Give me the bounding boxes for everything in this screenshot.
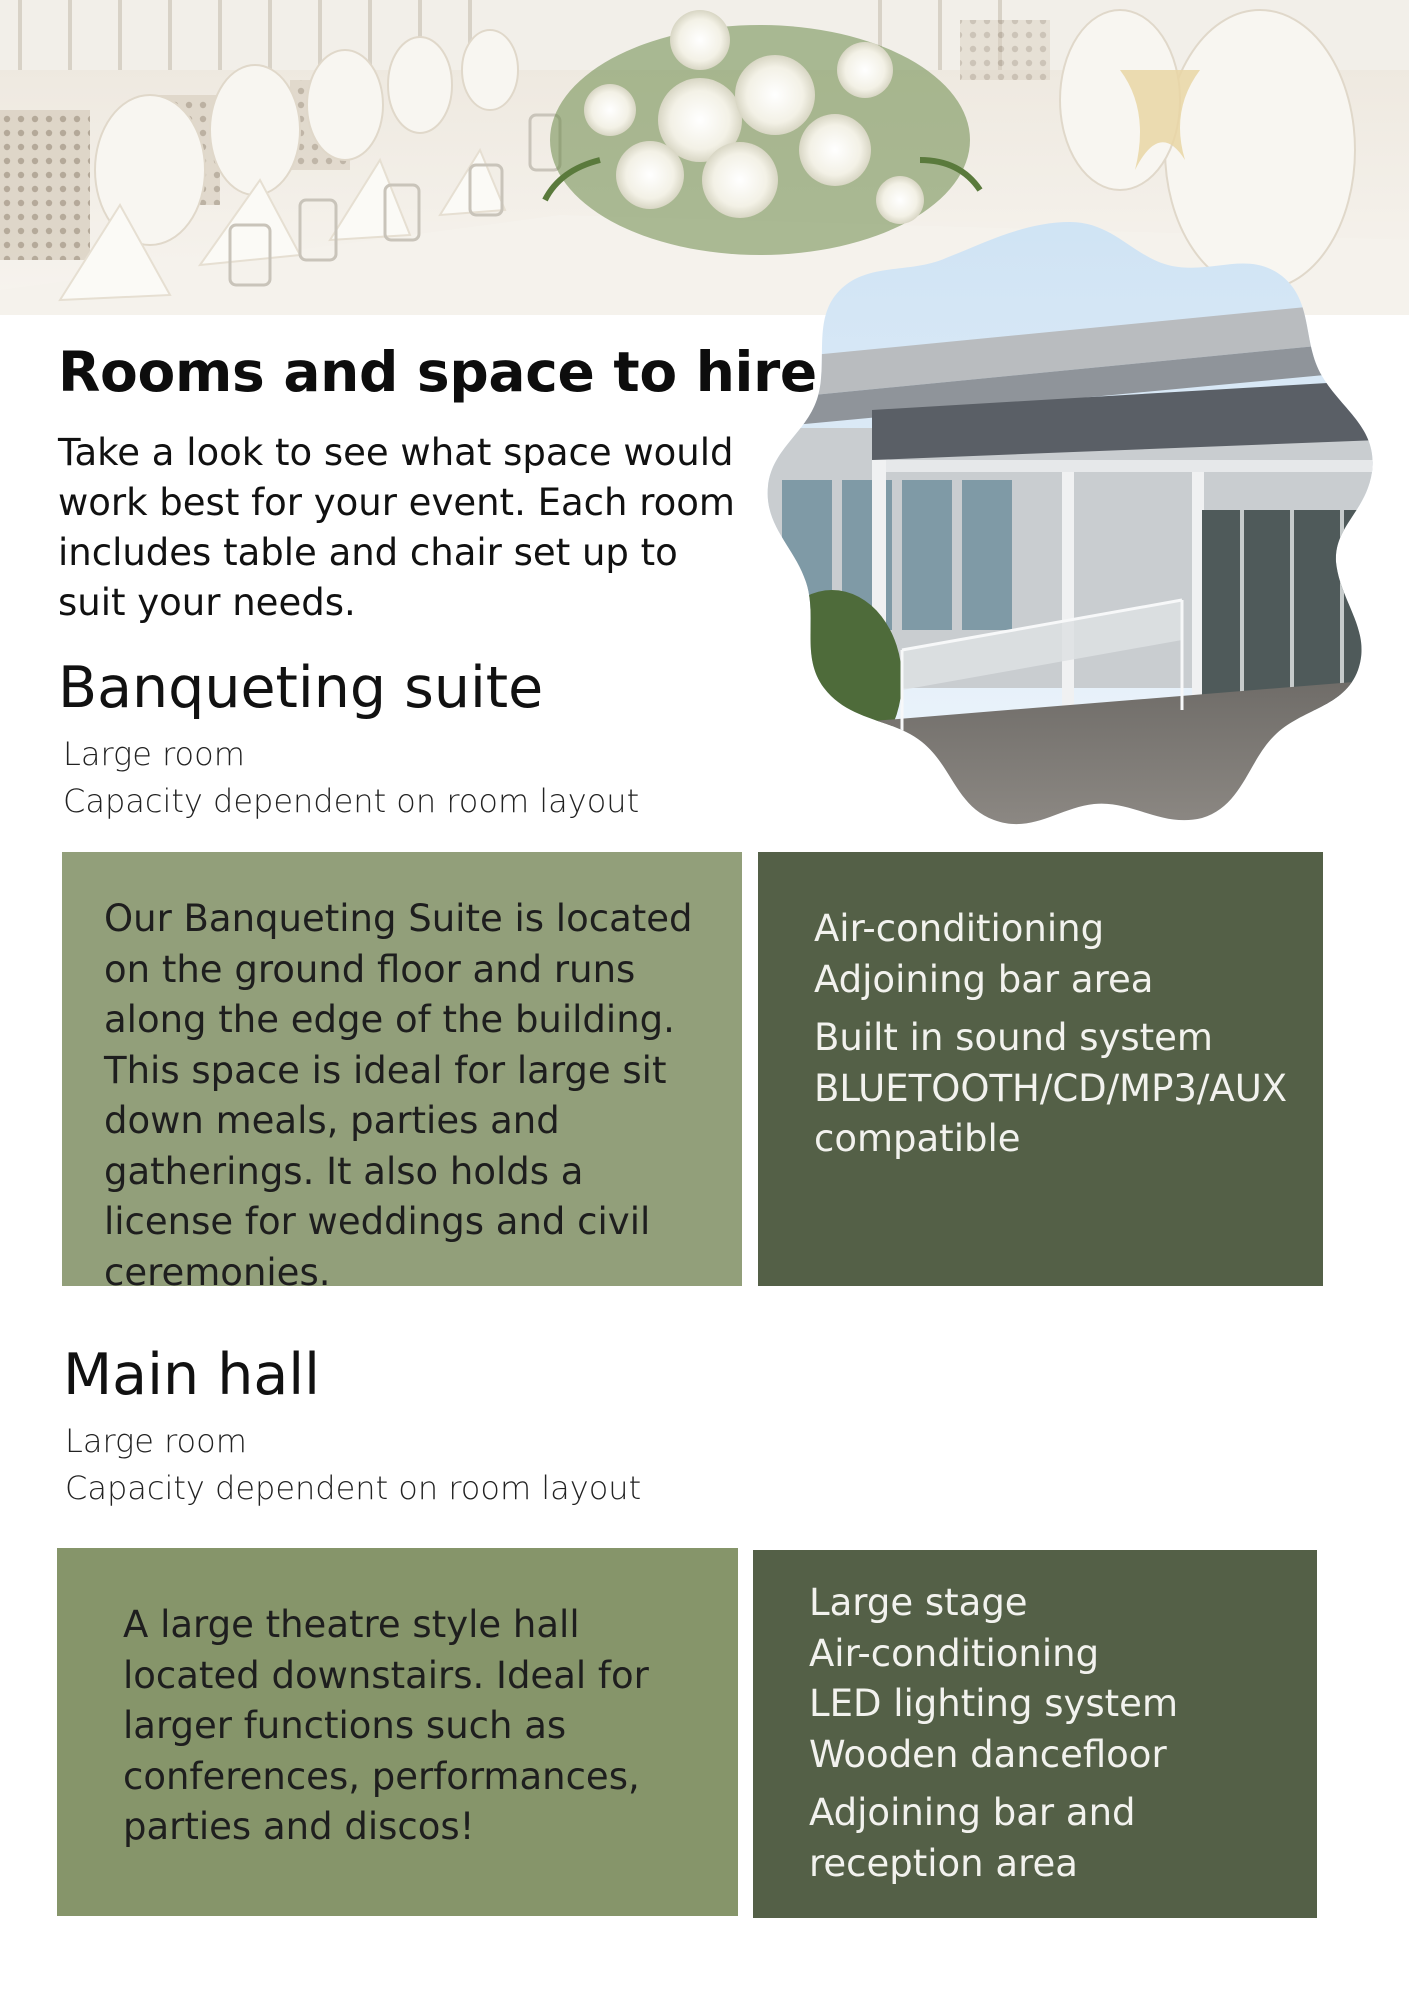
main-hall-size: Large room (65, 1422, 247, 1460)
main-hall-features-panel (753, 1550, 1317, 1918)
main-hall-description: A large theatre style hall located downstairs. Ideal for larger functions such as conferences, performances, parties and discos! (123, 1603, 649, 1848)
intro-text: Take a look to see what space would work best for your event. Each room includes table and chair set up to suit your needs. (58, 431, 735, 624)
banqueting-features-list (814, 904, 1314, 1165)
banqueting-description: Our Banqueting Suite is located on the ground floor and runs along the edge of the building. This space is ideal for large sit down meals, parties and gatherings. It also holds a license for weddings and civil ceremonies. (104, 897, 693, 1294)
feature-item: Adjoining bar area (814, 957, 1154, 1001)
feature-item: reception area (809, 1841, 1078, 1885)
feature-item: compatible (814, 1117, 1021, 1160)
banqueting-suite-heading: Banqueting suite (58, 655, 544, 721)
page-title: Rooms and space to hire (58, 340, 817, 404)
feature-item: Built in sound system (814, 1016, 1213, 1059)
main-hall-capacity: Capacity dependent on room layout (65, 1469, 642, 1507)
banqueting-size: Large room (63, 735, 245, 773)
banqueting-capacity: Capacity dependent on room layout (63, 782, 640, 820)
main-hall-description-panel (57, 1548, 738, 1916)
feature-item: Large stage (809, 1581, 1028, 1624)
feature-item: Adjoining bar and (809, 1791, 1136, 1834)
main-hall-heading: Main hall (63, 1342, 320, 1408)
banqueting-description-panel (62, 852, 742, 1294)
building-entrance-photo (762, 210, 1378, 826)
banqueting-suite-meta (63, 731, 639, 825)
feature-item: LED lighting system (809, 1682, 1178, 1725)
feature-item: Air-conditioning (809, 1631, 1100, 1675)
banqueting-features-panel (758, 852, 1323, 1286)
feature-item: BLUETOOTH/CD/MP3/AUX (814, 1066, 1288, 1110)
main-hall-features-list (809, 1578, 1309, 1889)
feature-item: Air-conditioning (814, 907, 1105, 950)
feature-item: Wooden dancefloor (809, 1732, 1167, 1776)
main-hall-meta (65, 1418, 641, 1512)
